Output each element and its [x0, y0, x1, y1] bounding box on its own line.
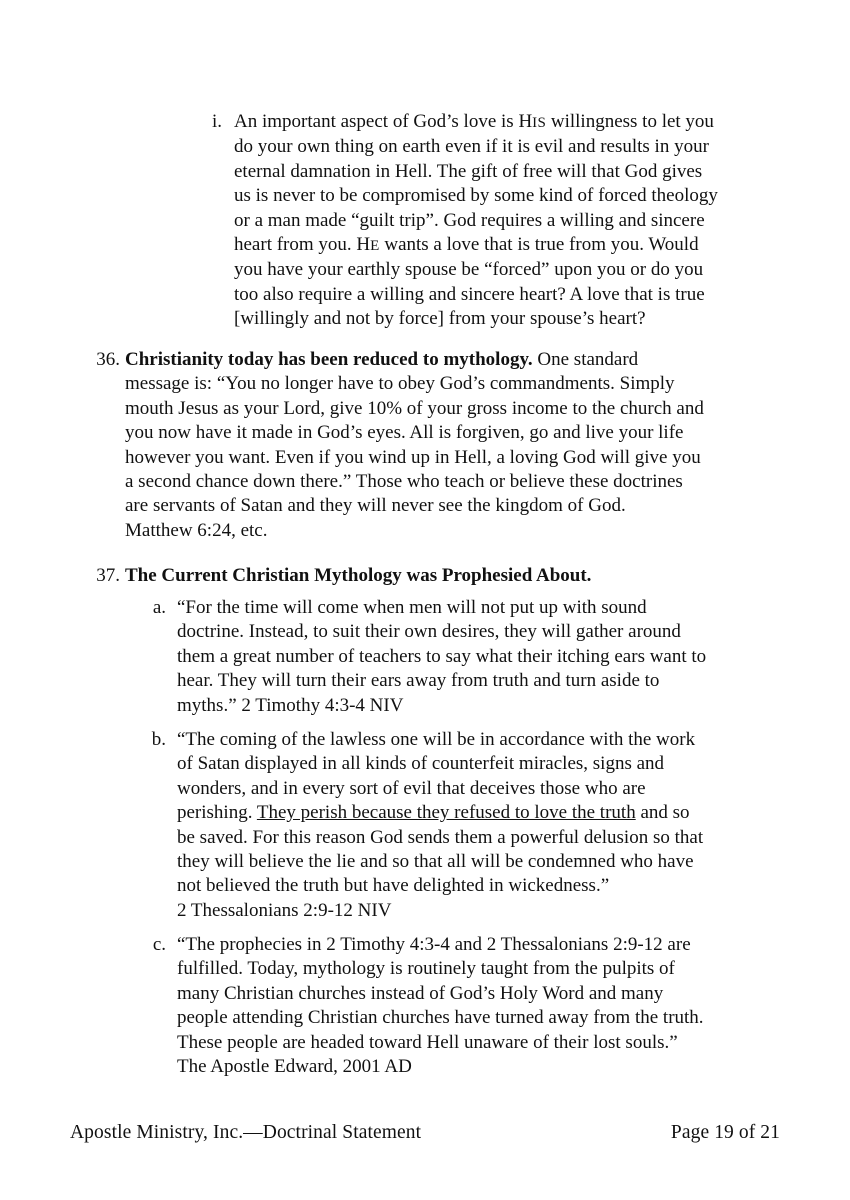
item-37b-line: they will believe the lie and so that all will be condemned who have [177, 851, 694, 873]
item-37c-text [177, 933, 704, 1079]
item-i-marker: i. [211, 111, 222, 132]
item-i-line: or a man made “guilt trip”. God requires a willing and sincere [234, 209, 705, 231]
item-i-line: [willingly and not by force] from your spouse’s heart? [234, 308, 646, 330]
item-37a-line: doctrine. Instead, to suit their own desires, they will gather around [177, 621, 681, 643]
item-37b-line: “The coming of the lawless one will be in accordance with the work [177, 729, 696, 750]
footer-page-number: Page 19 of 21 [670, 1122, 780, 1143]
item-37a-marker: a. [152, 597, 166, 618]
item-37c-line: “The prophecies in 2 Timothy 4:3-4 and 2 Thessalonians 2:9-12 are [177, 934, 691, 955]
item-37c-line: fulfilled. Today, mythology is routinely taught from the pulpits of [177, 958, 675, 980]
item-37c-line: The Apostle Edward, 2001 AD [177, 1056, 412, 1078]
item-i-line: you have your earthly spouse be “forced” upon you or do you [234, 259, 704, 281]
item-37b-text [177, 728, 703, 923]
item-37c-line: many Christian churches instead of God’s Holy Word and many [177, 982, 664, 1004]
item-37a-line: myths.” 2 Timothy 4:3-4 NIV [177, 694, 404, 716]
item-37b-line: 2 Thessalonians 2:9-12 NIV [177, 899, 392, 921]
item-37b-line: be saved. For this reason God sends them a powerful delusion so that [177, 826, 704, 848]
item-37b-line: perishing. They perish because they refused to love the truth and so [177, 802, 690, 824]
item-37a-line: “For the time will come when men will not put up with sound [177, 597, 647, 618]
item-37-heading: The Current Christian Mythology was Prophesied About. [125, 565, 592, 586]
item-36-line: however you want. Even if you wind up in Hell, a loving God will give you [125, 446, 701, 468]
item-i-line: too also require a willing and sincere heart? A love that is true [234, 283, 705, 305]
item-36-marker: 36. [96, 349, 120, 370]
item-37b-line: wonders, and in every sort of evil that deceives those who are [177, 777, 646, 799]
item-36-text [125, 348, 704, 543]
item-37c-marker: c. [152, 934, 166, 955]
item-36-line: message is: “You no longer have to obey God’s commandments. Simply [125, 373, 675, 395]
item-37-marker: 37. [96, 565, 120, 586]
item-i-line: eternal damnation in Hell. The gift of free will that God gives [234, 160, 703, 182]
item-36-line: Christianity today has been reduced to mythology. One standard [125, 349, 639, 370]
item-36-heading: Christianity today has been reduced to mythology. [125, 349, 533, 370]
item-36-line: Matthew 6:24, etc. [125, 519, 268, 541]
item-i-line: heart from you. HE wants a love that is true from you. Would [234, 234, 699, 256]
item-36-line: mouth Jesus as your Lord, give 10% of your gross income to the church and [125, 397, 704, 419]
item-37c-line: people attending Christian churches have turned away from the truth. [177, 1007, 704, 1029]
item-37a-line: them a great number of teachers to say what their itching ears want to [177, 645, 707, 667]
item-37b-marker: b. [151, 729, 166, 750]
footer-title: Apostle Ministry, Inc.—Doctrinal Statement [70, 1122, 422, 1143]
item-37a-line: hear. They will turn their ears away from truth and turn aside to [177, 670, 660, 692]
item-36-line: a second chance down there.” Those who teach or believe these doctrines [125, 471, 683, 493]
item-36-line: are servants of Satan and they will never see the kingdom of God. [125, 495, 626, 517]
item-i-text [234, 110, 718, 332]
item-i-line: us is never to be compromised by some kind of forced theology [234, 185, 718, 207]
item-37a-text [177, 596, 706, 718]
item-i-line: do your own thing on earth even if it is evil and results in your [234, 136, 709, 158]
underlined-quote: They perish because they refused to love the truth [256, 802, 636, 824]
item-37b-line: of Satan displayed in all kinds of counterfeit miracles, signs and [177, 753, 665, 775]
item-37c-line: These people are headed toward Hell unaware of their lost souls.” [177, 1031, 678, 1053]
item-37b-line: not believed the truth but have delighted in wickedness.” [177, 875, 610, 897]
item-36-line: you now have it made in God’s eyes. All is forgiven, go and live your life [125, 422, 684, 444]
item-i-line: An important aspect of God’s love is HIS willingness to let you [234, 111, 714, 132]
